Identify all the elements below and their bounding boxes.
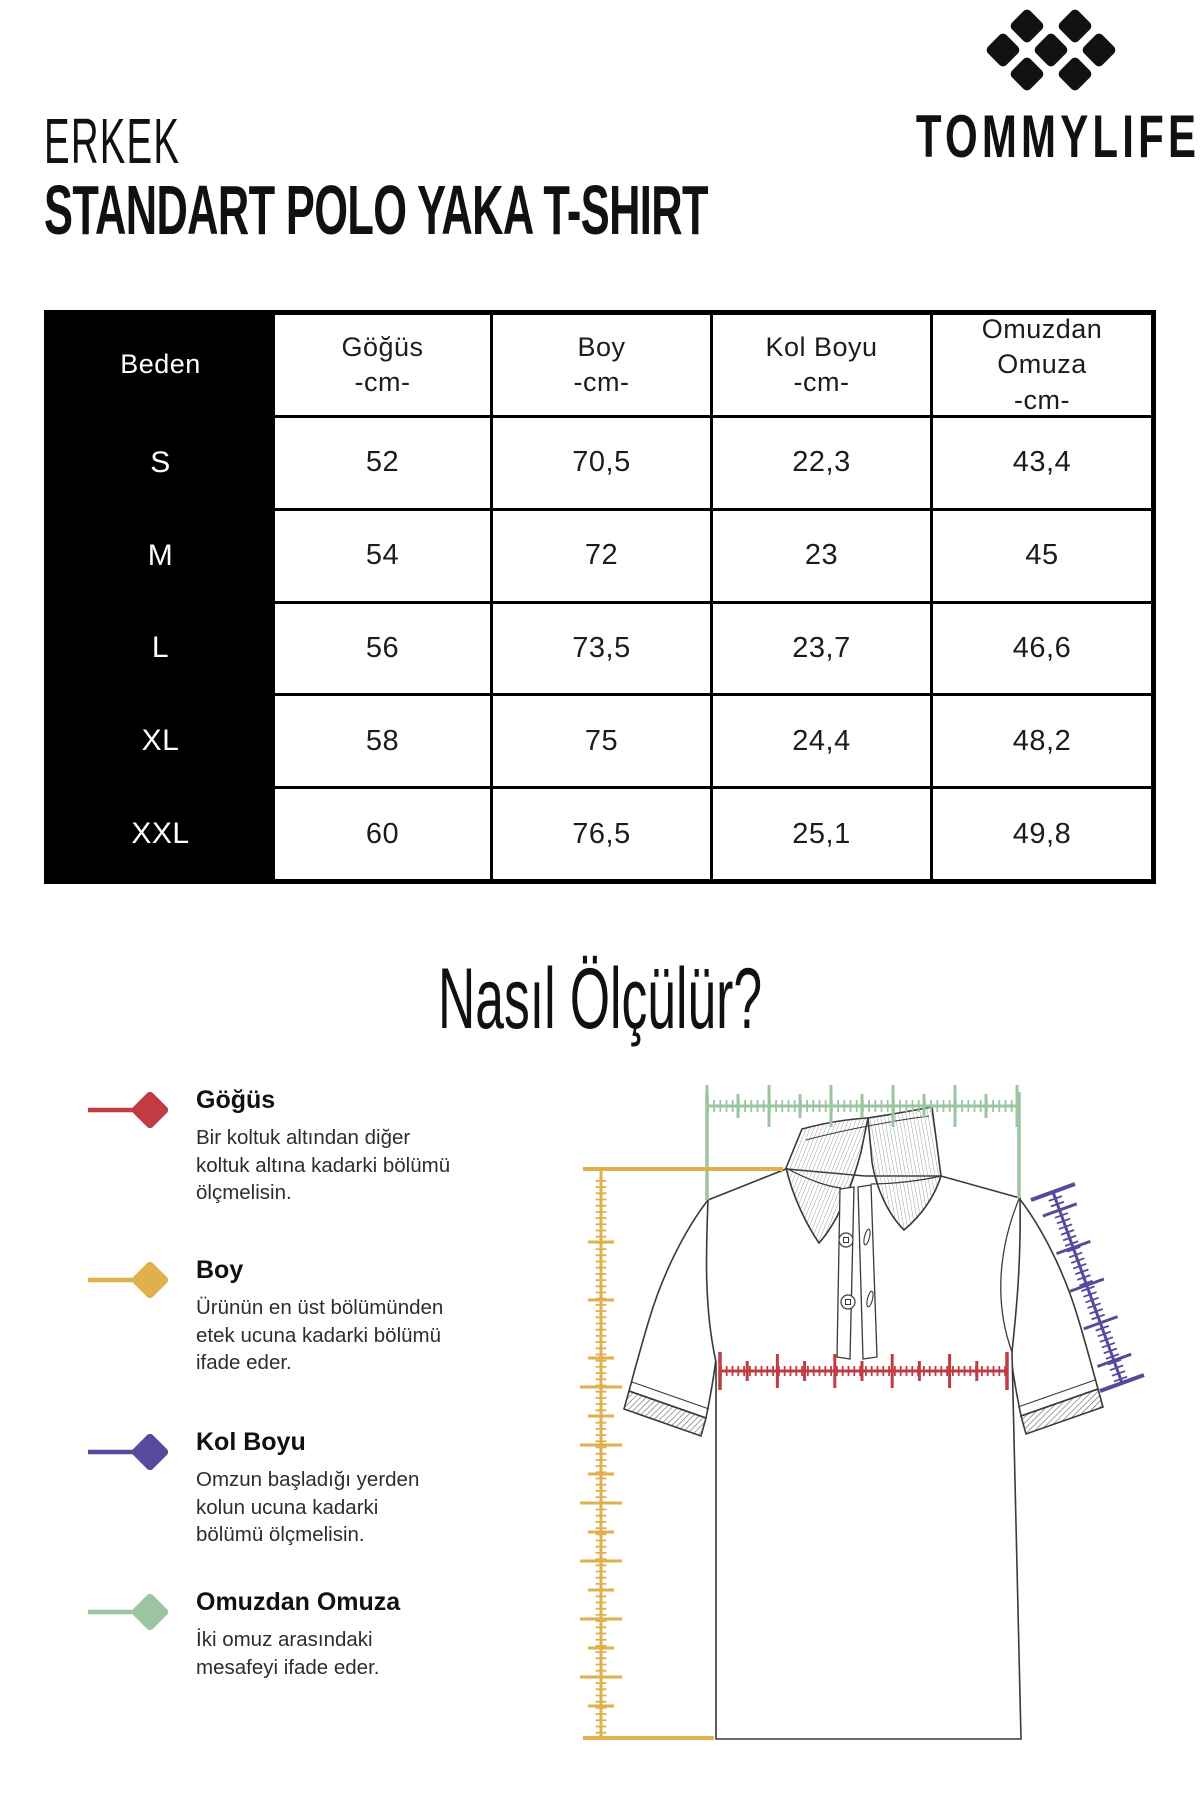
table-cell: 24,4 (710, 693, 930, 786)
table-header-kol-boyu: Kol Boyu -cm- (710, 315, 930, 415)
table-cell: 54 (272, 508, 490, 601)
table-cell: 22,3 (710, 415, 930, 508)
gogus-diamond-icon (88, 1082, 172, 1138)
omuzdan-omuza-diamond-icon (88, 1584, 172, 1640)
table-row-size-m: M (49, 508, 272, 601)
table-cell: 73,5 (490, 601, 710, 694)
legend-kol-boyu-title: Kol Boyu (196, 1428, 306, 1456)
legend-boy-description: Ürünün en üst bölümünden etek ucuna kadarki bölümü ifade eder. (196, 1296, 444, 1374)
table-row-size-s: S (49, 415, 272, 508)
legend-gogus (196, 1086, 526, 1207)
legend-omuzdan-omuza-title: Omuzdan Omuza (196, 1588, 401, 1616)
legend-omuzdan-omuza (196, 1588, 526, 1681)
boy-diamond-icon (88, 1252, 172, 1308)
size-table (44, 310, 1156, 884)
brand-wordmark: TOMMYLIFE (915, 103, 1200, 170)
table-cell: 43,4 (930, 415, 1151, 508)
table-cell: 76,5 (490, 786, 710, 879)
table-cell: 46,6 (930, 601, 1151, 694)
legend-omuzdan-omuza-description: İki omuz arasındaki mesafeyi ifade eder. (196, 1628, 380, 1679)
table-cell: 48,2 (930, 693, 1151, 786)
table-cell: 25,1 (710, 786, 930, 879)
table-cell: 45 (930, 508, 1151, 601)
legend-boy (196, 1256, 526, 1377)
legend-gogus-title: Göğüs (196, 1086, 276, 1114)
legend-gogus-description: Bir koltuk altından diğer koltuk altına kadarki bölümü ölçmelisin. (196, 1126, 451, 1204)
table-cell: 23 (710, 508, 930, 601)
table-row-size-xl: XL (49, 693, 272, 786)
how-to-measure-title: Nasıl Ölçülür? (437, 951, 763, 1047)
legend-boy-title: Boy (196, 1256, 244, 1284)
legend-kol-boyu-description: Omzun başladığı yerden kolun ucuna kadarki bölümü ölçmelisin. (196, 1468, 420, 1546)
legend-kol-boyu (196, 1428, 526, 1549)
table-row-size-l: L (49, 601, 272, 694)
polo-shirt-measurement-diagram (520, 1060, 1160, 1800)
table-header-omuzdan-omuza: Omuzdan Omuza -cm- (930, 315, 1151, 415)
table-header-gogus: Göğüs -cm- (272, 315, 490, 415)
table-cell: 70,5 (490, 415, 710, 508)
table-cell: 23,7 (710, 601, 930, 694)
table-cell: 72 (490, 508, 710, 601)
table-cell: 75 (490, 693, 710, 786)
table-cell: 49,8 (930, 786, 1151, 879)
table-header-boy: Boy -cm- (490, 315, 710, 415)
table-cell: 52 (272, 415, 490, 508)
kol-boyu-diamond-icon (88, 1424, 172, 1480)
category-title: ERKEK (44, 105, 181, 177)
tommylife-diamond-logo-icon (946, 0, 1156, 100)
page-title: STANDART POLO YAKA T-SHIRT (44, 171, 708, 249)
table-row-size-xxl: XXL (49, 786, 272, 879)
table-cell: 60 (272, 786, 490, 879)
table-cell: 58 (272, 693, 490, 786)
polo-shirt-illustration (624, 1107, 1103, 1739)
table-header-beden: Beden (49, 315, 272, 415)
table-cell: 56 (272, 601, 490, 694)
